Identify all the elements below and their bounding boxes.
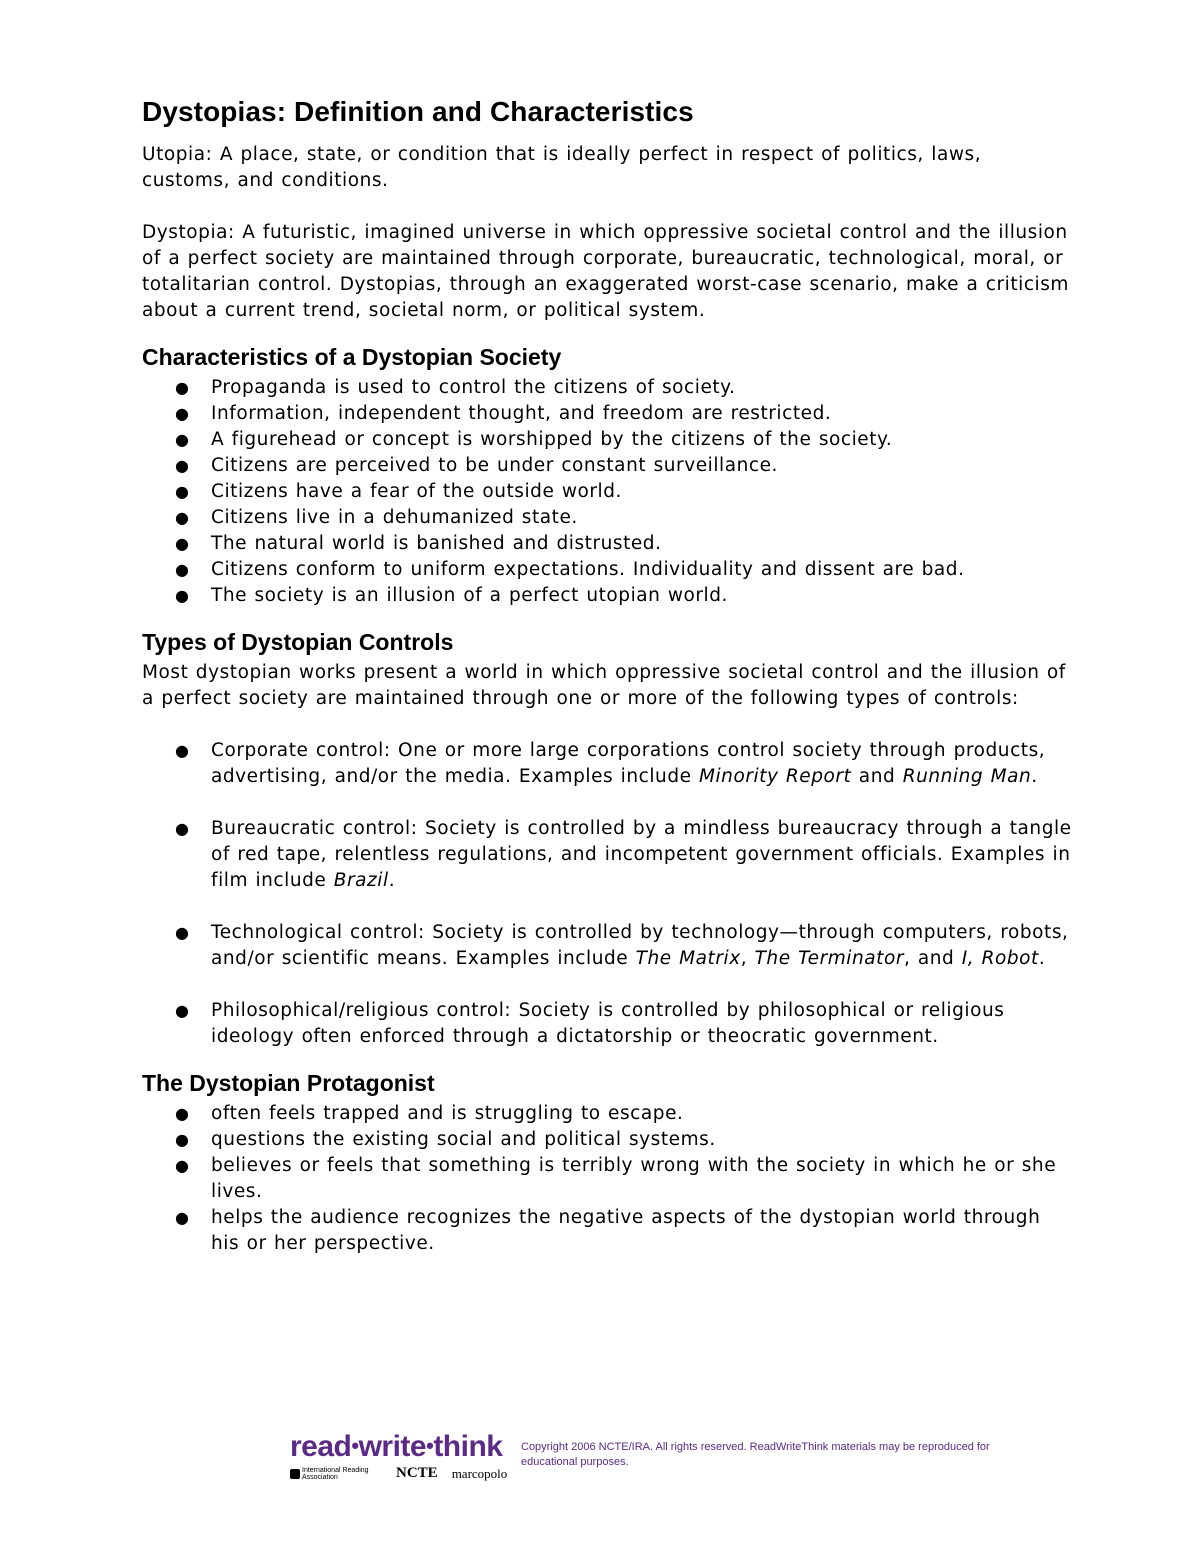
dystopia-text: A futuristic, imagined universe in which oppressive societal control and the illusion of a perfect society are maintained through corporate, bureaucratic, technological, moral, or totalitarian control. Dystopias, through an exaggerated worst-case scenario, make a criticism about a current trend, societal norm, or political system. — [142, 222, 1069, 321]
marcopolo-logo: marcopolo — [451, 1465, 508, 1481]
utopia-term: Utopia: — [142, 144, 213, 165]
list-item: ● questions the existing social and political systems. — [175, 1129, 716, 1150]
list-item: ● believes or feels that something is terribly wrong with the society in which he or she lives. — [175, 1155, 1057, 1202]
controls-list — [142, 738, 1072, 1050]
dystopia-term: Dystopia: — [142, 222, 235, 243]
list-item: ● Citizens are perceived to be under constant surveillance. — [175, 455, 778, 476]
list-item: ● Citizens have a fear of the outside world. — [175, 481, 622, 502]
list-item: ● helps the audience recognizes the negative aspects of the dystopian world through his or her perspective. — [175, 1207, 1041, 1254]
list-item: ● The society is an illusion of a perfect utopian world. — [175, 585, 728, 606]
list-item-corporate: ● Corporate control: One or more large corporations control society through products, advertising, and/or the media. Examples include Minority Report and Running Man. — [175, 740, 1046, 787]
characteristics-list — [142, 375, 1072, 609]
dystopia-definition — [142, 220, 1072, 324]
controls-intro: Most dystopian works present a world in which oppressive societal control and the illusion of a perfect society are maintained through one or more of the following types of controls: — [142, 662, 1066, 709]
protagonist-heading: The Dystopian Protagonist — [142, 1070, 435, 1096]
list-item: ● often feels trapped and is struggling to escape. — [175, 1103, 684, 1124]
readwritethink-logo: read•write•think International Reading Association NCTE marcopolo — [290, 1430, 508, 1481]
list-item-bureaucratic: ● Bureaucratic control: Society is controlled by a mindless bureaucracy through a tangle of red tape, relentless regulations, and incompetent government officials. Examples in film include Brazil. — [175, 818, 1072, 891]
list-item: ● Citizens live in a dehumanized state. — [175, 507, 578, 528]
characteristics-heading: Characteristics of a Dystopian Society — [142, 344, 562, 370]
list-item: ● Information, independent thought, and freedom are restricted. — [175, 403, 832, 424]
page-title: Dystopias: Definition and Characteristics — [142, 96, 694, 127]
protagonist-list — [142, 1101, 1072, 1257]
document-page — [142, 96, 1072, 1257]
controls-heading: Types of Dystopian Controls — [142, 629, 454, 655]
list-item: ● A figurehead or concept is worshipped by the citizens of the society. — [175, 429, 893, 450]
utopia-definition — [142, 142, 1072, 194]
list-item: ● Citizens conform to uniform expectations. Individuality and dissent are bad. — [175, 559, 965, 580]
copyright-notice: Copyright 2006 NCTE/IRA. All rights reserved. ReadWriteThink materials may be reproduced for educational purposes. — [521, 1441, 990, 1468]
list-item: ● The natural world is banished and distrusted. — [175, 533, 662, 554]
ncte-logo: NCTE — [396, 1465, 438, 1481]
list-item-technological: ● Technological control: Society is controlled by technology—through computers, robots, and/or scientific means. Examples include The Matrix, The Terminator, and I, Robot. — [175, 922, 1069, 969]
ira-logo: International Reading Association — [290, 1467, 382, 1481]
list-item: ● Propaganda is used to control the citizens of society. — [175, 377, 736, 398]
list-item-philosophical: ● Philosophical/religious control: Society is controlled by philosophical or religious ideology often enforced through a dictatorship or theocratic government. — [175, 1000, 1005, 1047]
footer — [290, 1430, 990, 1490]
utopia-text: A place, state, or condition that is ideally perfect in respect of politics, laws, customs, and conditions. — [142, 144, 982, 191]
